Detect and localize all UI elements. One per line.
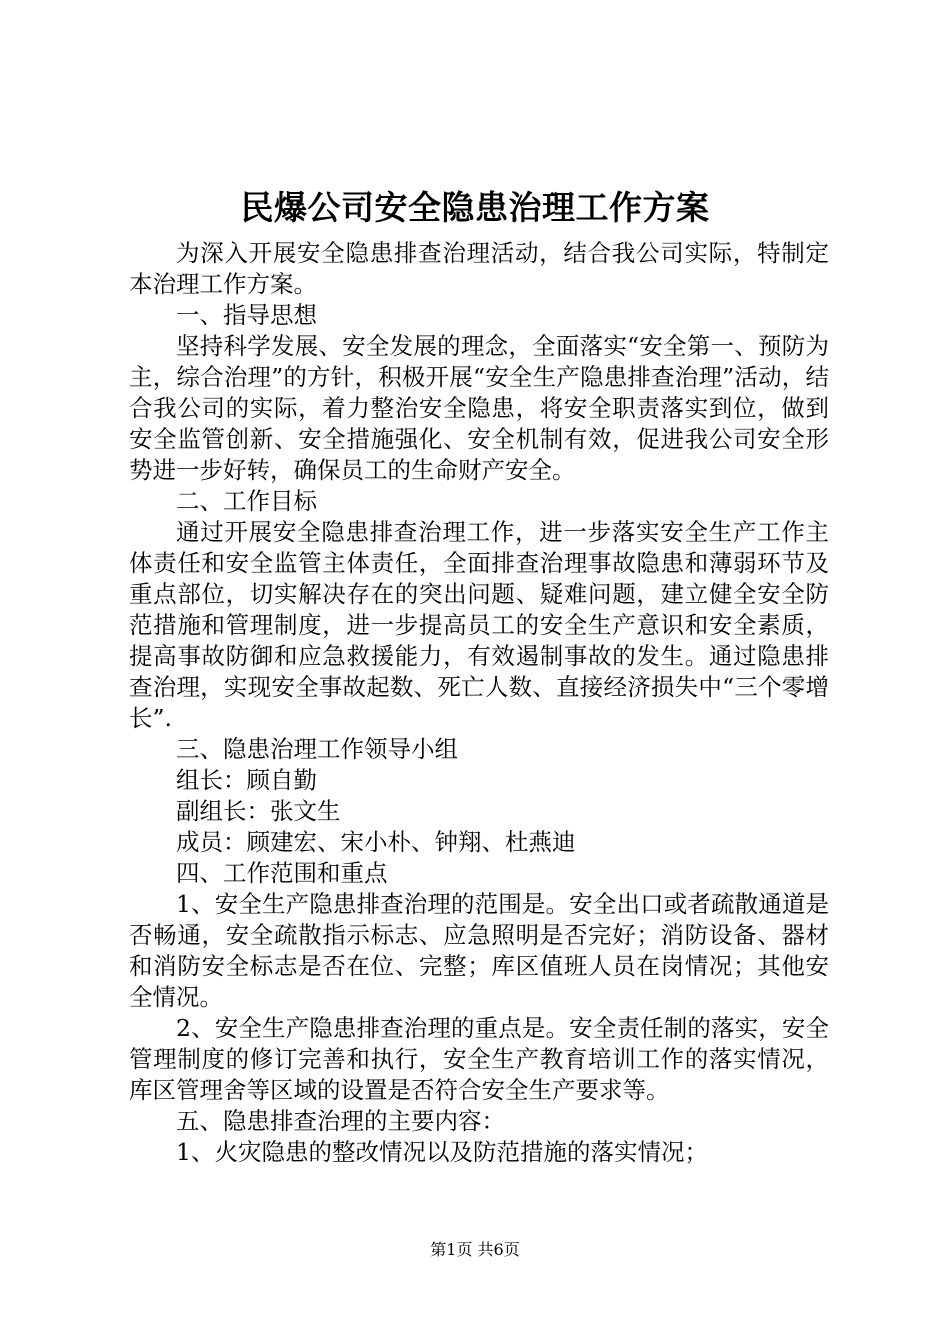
section-heading-3: 三、隐患治理工作领导小组: [176, 735, 458, 763]
paragraph-guiding-thought: 坚持科学发展、安全发展的理念，全面落实“安全第一、预防为主，综合治理”的方针，积极开展“安全生产隐患排查治理”活动，结合我公司的实际，着力整治安全隐患，将安全职责落实到位，做到安全监管创新、安全措施强化、安全机制有效，促进我公司安全形势进一步好转，确保员工的生命财产安全。: [129, 332, 829, 484]
paragraph-scope: 1、安全生产隐患排查治理的范围是。安全出口或者疏散通道是否畅通，安全疏散指示标志、应急照明是否完好；消防设备、器材和消防安全标志是否在位、完整；库区值班人员在岗情况；其他安全情况。: [129, 890, 829, 1011]
section-heading-2: 二、工作目标: [176, 487, 317, 515]
page-footer: 第1页 共6页: [430, 1240, 520, 1259]
document-title: 民爆公司安全隐患治理工作方案: [240, 188, 710, 227]
document-body: [129, 238, 829, 1168]
paragraph-work-goals: 通过开展安全隐患排查治理工作，进一步落实安全生产工作主体责任和安全监管主体责任，全面排查治理事故隐患和薄弱环节及重点部位，切实解决存在的突出问题、疑难问题，建立健全安全防范措施和管理制度，进一步提高员工的安全生产意识和安全素质，提高事故防御和应急救援能力，有效遏制事故的发生。通过隐患排查治理，实现安全事故起数、死亡人数、直接经济损失中“三个零增长”.: [129, 518, 829, 732]
section-heading-1: 一、指导思想: [176, 301, 317, 329]
section-heading-5: 五、隐患排查治理的主要内容：: [176, 1107, 505, 1135]
leader-line: 组长：顾自勤: [176, 766, 317, 794]
members-line: 成员：顾建宏、宋小朴、钟翔、杜燕迪: [176, 828, 576, 856]
paragraph-intro: 为深入开展安全隐患排查治理活动，结合我公司实际，特制定本治理工作方案。: [129, 239, 829, 298]
section-heading-4: 四、工作范围和重点: [176, 859, 388, 887]
deputy-leader-line: 副组长：张文生: [176, 797, 341, 825]
paragraph-fire-hazard: 1、火灾隐患的整改情况以及防范措施的落实情况；: [176, 1138, 708, 1166]
paragraph-focus: 2、安全生产隐患排查治理的重点是。安全责任制的落实，安全管理制度的修订完善和执行，安全生产教育培训工作的落实情况，库区管理舍等区域的设置是否符合安全生产要求等。: [129, 1014, 829, 1104]
